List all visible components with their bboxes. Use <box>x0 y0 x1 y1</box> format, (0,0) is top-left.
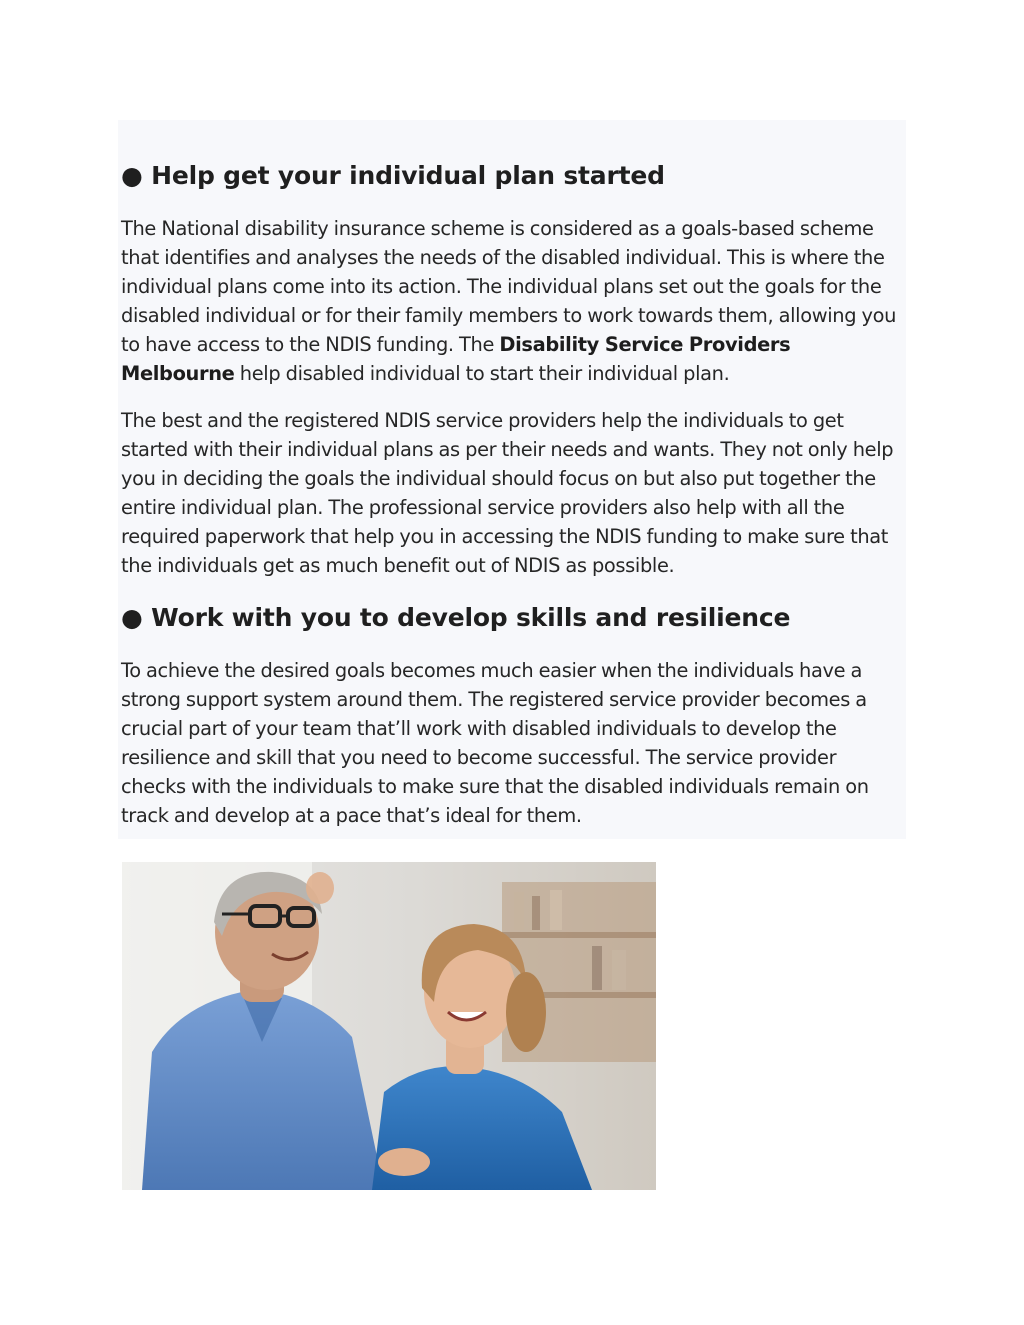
section-paragraph-plan-2: The best and the registered NDIS service providers help the individuals to get started with their individual plans as per their needs and wants. They not only help you in deciding the goals the individual should focus on but also put together the entire individual plan. The professional service providers also help with all the required paperwork that help you in accessing the NDIS funding to make sure that the individuals get as much benefit out of NDIS as possible. <box>121 409 894 577</box>
section-heading-plan: ● Help get your individual plan started <box>121 161 665 190</box>
section-paragraph-skills-1: To achieve the desired goals becomes much easier when the individuals have a strong support system around them. The registered service provider becomes a crucial part of your team that’ll work with disabled individuals to develop the resilience and skill that you need to become successful. The service provider checks with the individuals to make sure that the disabled individuals remain on track and develop at a pace that’s ideal for them. <box>121 659 869 827</box>
paragraph-text: help disabled individual to start their individual plan. <box>234 362 730 385</box>
section-paragraph-plan-1 <box>121 214 903 388</box>
section-heading-skills: ● Work with you to develop skills and resilience <box>121 603 791 632</box>
caregiver-photo <box>122 862 656 1190</box>
article-content <box>121 156 903 848</box>
bold-link-text: Disability Service Providers Melbourne <box>121 333 791 385</box>
paragraph-text: The National disability insurance scheme is considered as a goals-based scheme that identifies and analyses the needs of the disabled individual. This is where the individual plans come into its action. The individual plans set out the goals for the disabled individual or for their family members to work towards them, allowing you to have access to the NDIS funding. The <box>121 217 897 356</box>
